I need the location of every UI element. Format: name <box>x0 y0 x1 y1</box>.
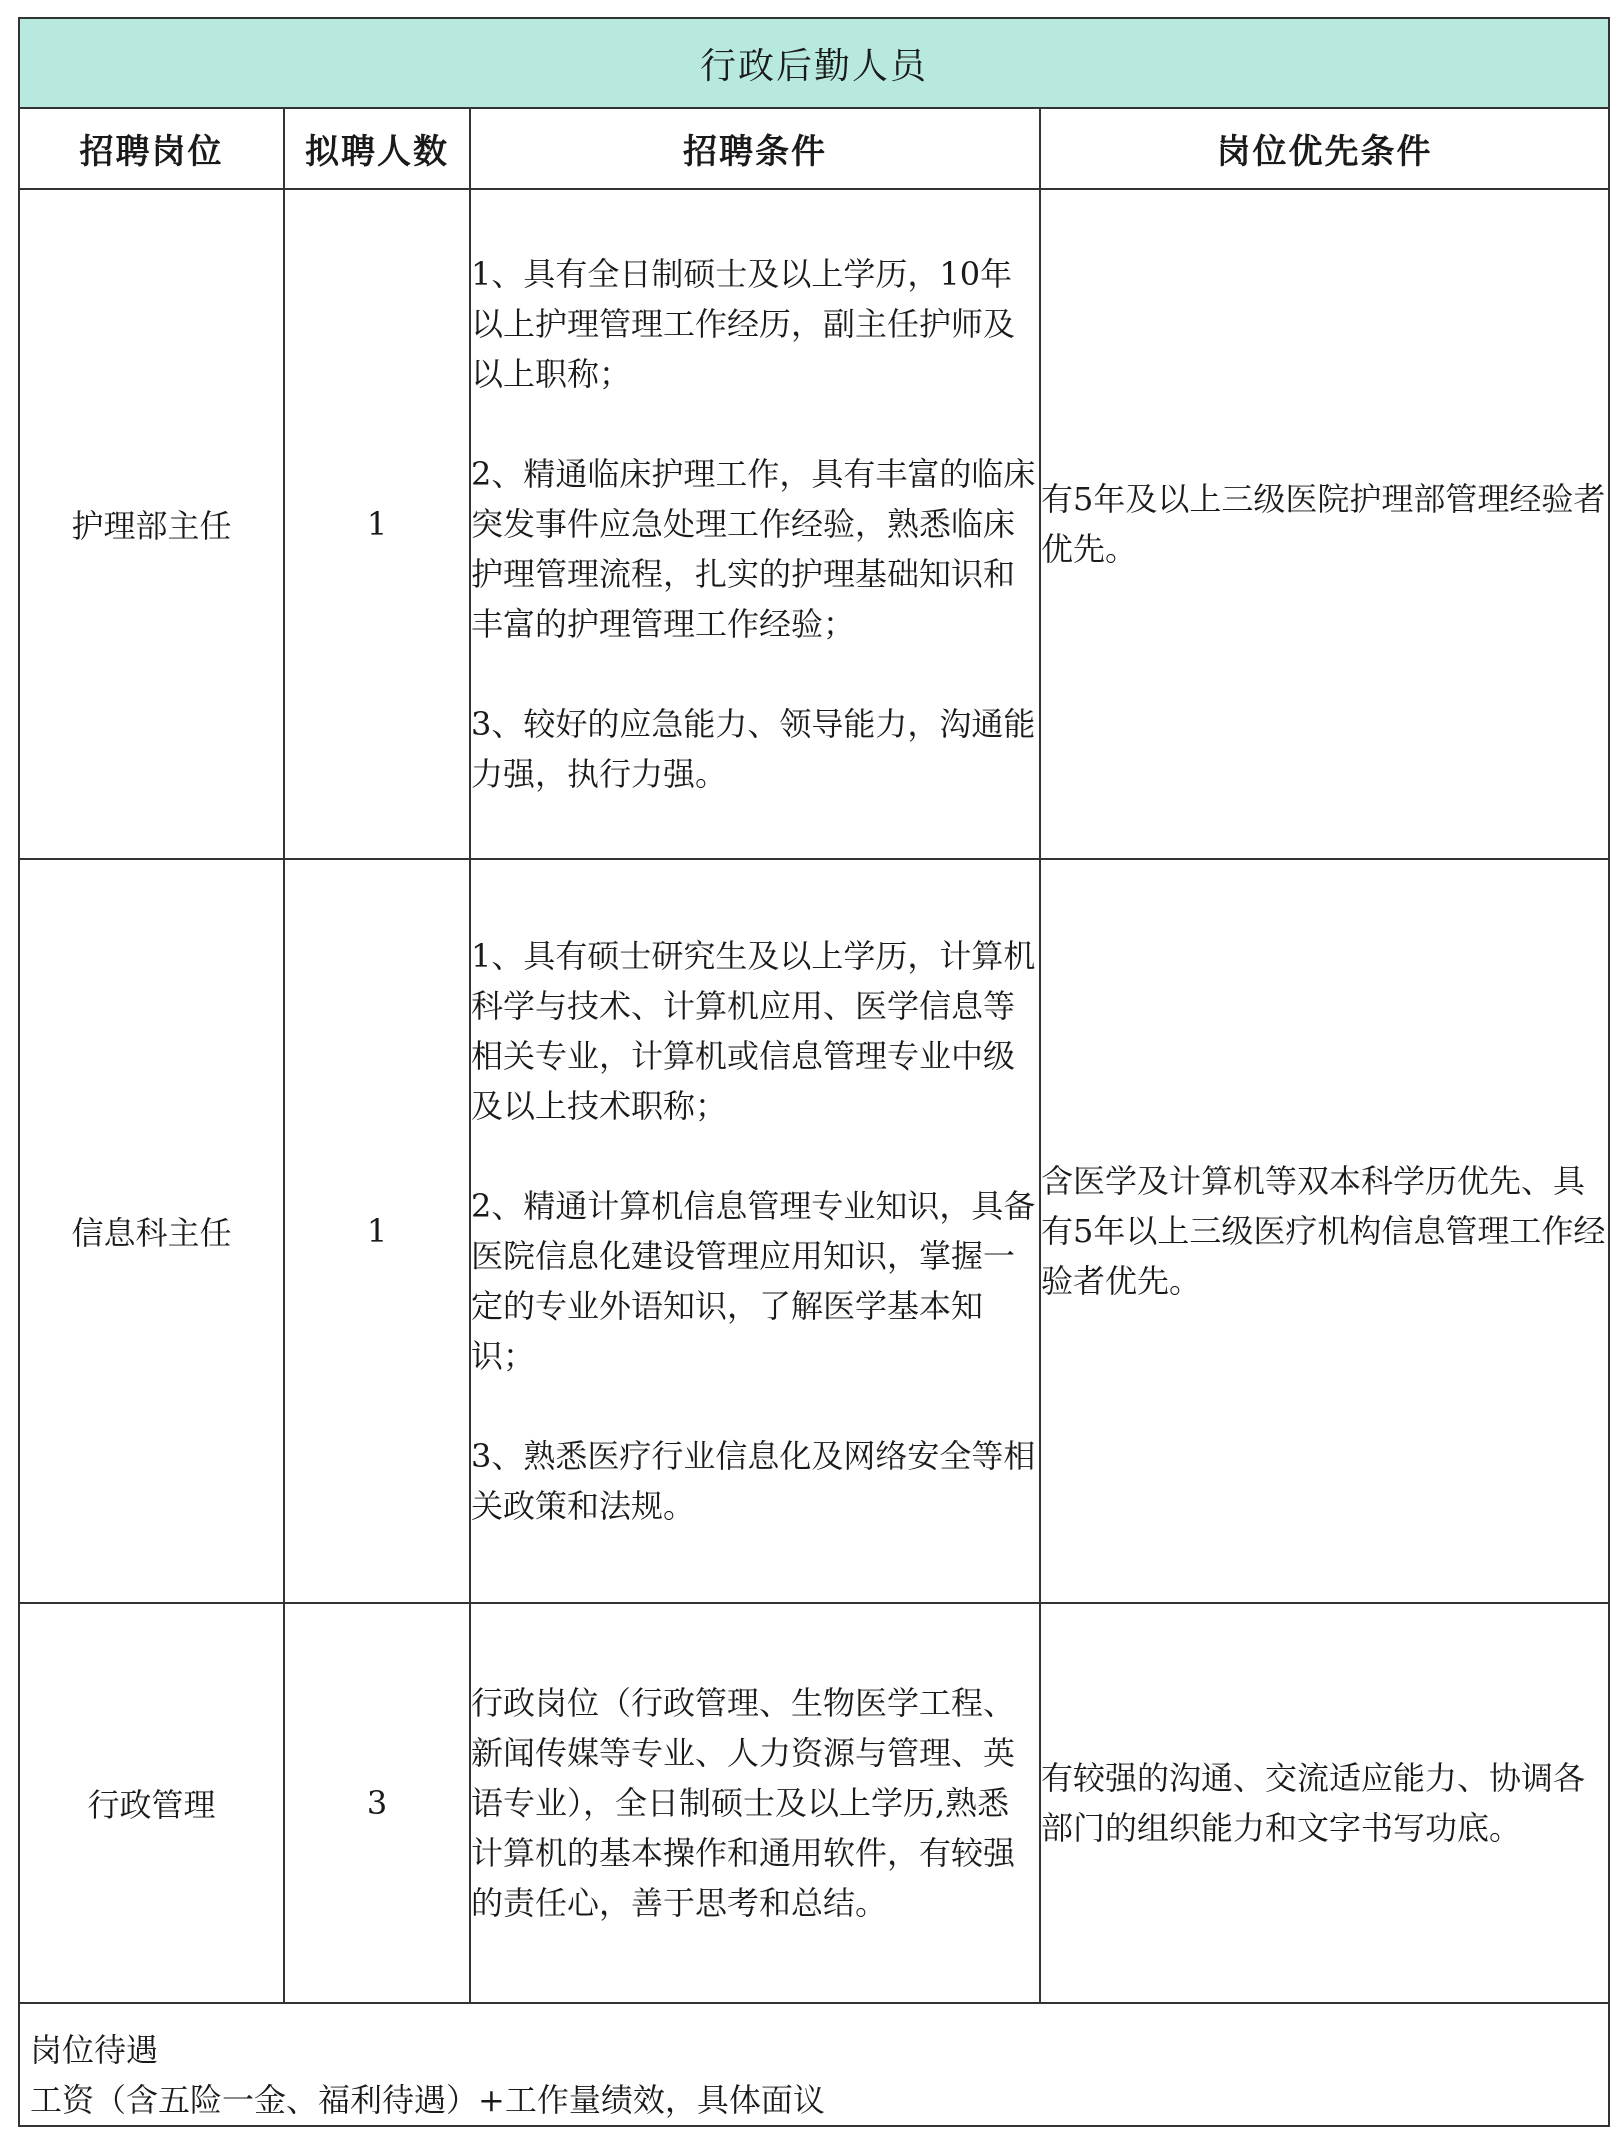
requirements-cell <box>470 1603 1040 2003</box>
requirement-item: 3、熟悉医疗行业信息化及网络安全等相关政策和法规。 <box>471 1437 1036 1525</box>
requirement-item: 行政岗位（行政管理、生物医学工程、新闻传媒等专业、人力资源与管理、英语专业），全日制硕士及以上学历,熟悉计算机的基本操作和通用软件，有较强的责任心，善于思考和总结。 <box>471 1684 1016 1922</box>
table-row <box>20 189 1608 859</box>
preferred-cell: 有5年及以上三级医院护理部管理经验者优先。 <box>1040 189 1608 859</box>
position-cell: 护理部主任 <box>20 189 284 859</box>
table-title: 行政后勤人员 <box>20 19 1608 109</box>
benefits-text: 工资（含五险一金、福利待遇）+工作量绩效，具体面议 <box>30 2081 825 2119</box>
requirements-cell <box>470 859 1040 1603</box>
position-cell: 信息科主任 <box>20 859 284 1603</box>
requirements-cell <box>470 189 1040 859</box>
recruitment-table <box>20 109 1608 2004</box>
table-row <box>20 859 1608 1603</box>
recruitment-table-sheet <box>18 17 1610 2127</box>
header-position: 招聘岗位 <box>20 109 284 189</box>
requirement-item: 1、具有全日制硕士及以上学历，10年以上护理管理工作经历，副主任护师及以上职称； <box>471 255 1016 393</box>
preferred-cell: 含医学及计算机等双本科学历优先、具有5年以上三级医疗机构信息管理工作经验者优先。 <box>1040 859 1608 1603</box>
count-cell: 1 <box>284 859 470 1603</box>
benefits-section <box>20 2019 1608 2125</box>
header-requirements: 招聘条件 <box>470 109 1040 189</box>
preferred-cell: 有较强的沟通、交流适应能力、协调各部门的组织能力和文字书写功底。 <box>1040 1603 1608 2003</box>
requirement-item: 2、精通计算机信息管理专业知识，具备医院信息化建设管理应用知识，掌握一定的专业外语知识，了解医学基本知识； <box>471 1187 1036 1375</box>
requirement-item: 1、具有硕士研究生及以上学历，计算机科学与技术、计算机应用、医学信息等相关专业，计算机或信息管理专业中级及以上技术职称； <box>471 937 1036 1125</box>
count-cell: 1 <box>284 189 470 859</box>
count-cell: 3 <box>284 1603 470 2003</box>
requirement-item: 3、较好的应急能力、领导能力，沟通能力强，执行力强。 <box>471 705 1036 793</box>
table-row <box>20 1603 1608 2003</box>
benefits-label: 岗位待遇 <box>30 2031 159 2069</box>
requirement-item: 2、精通临床护理工作，具有丰富的临床突发事件应急处理工作经验，熟悉临床护理管理流程，扎实的护理基础知识和丰富的护理管理工作经验； <box>471 455 1036 643</box>
header-row <box>20 109 1608 189</box>
header-count: 拟聘人数 <box>284 109 470 189</box>
position-cell: 行政管理 <box>20 1603 284 2003</box>
header-preferred: 岗位优先条件 <box>1040 109 1608 189</box>
